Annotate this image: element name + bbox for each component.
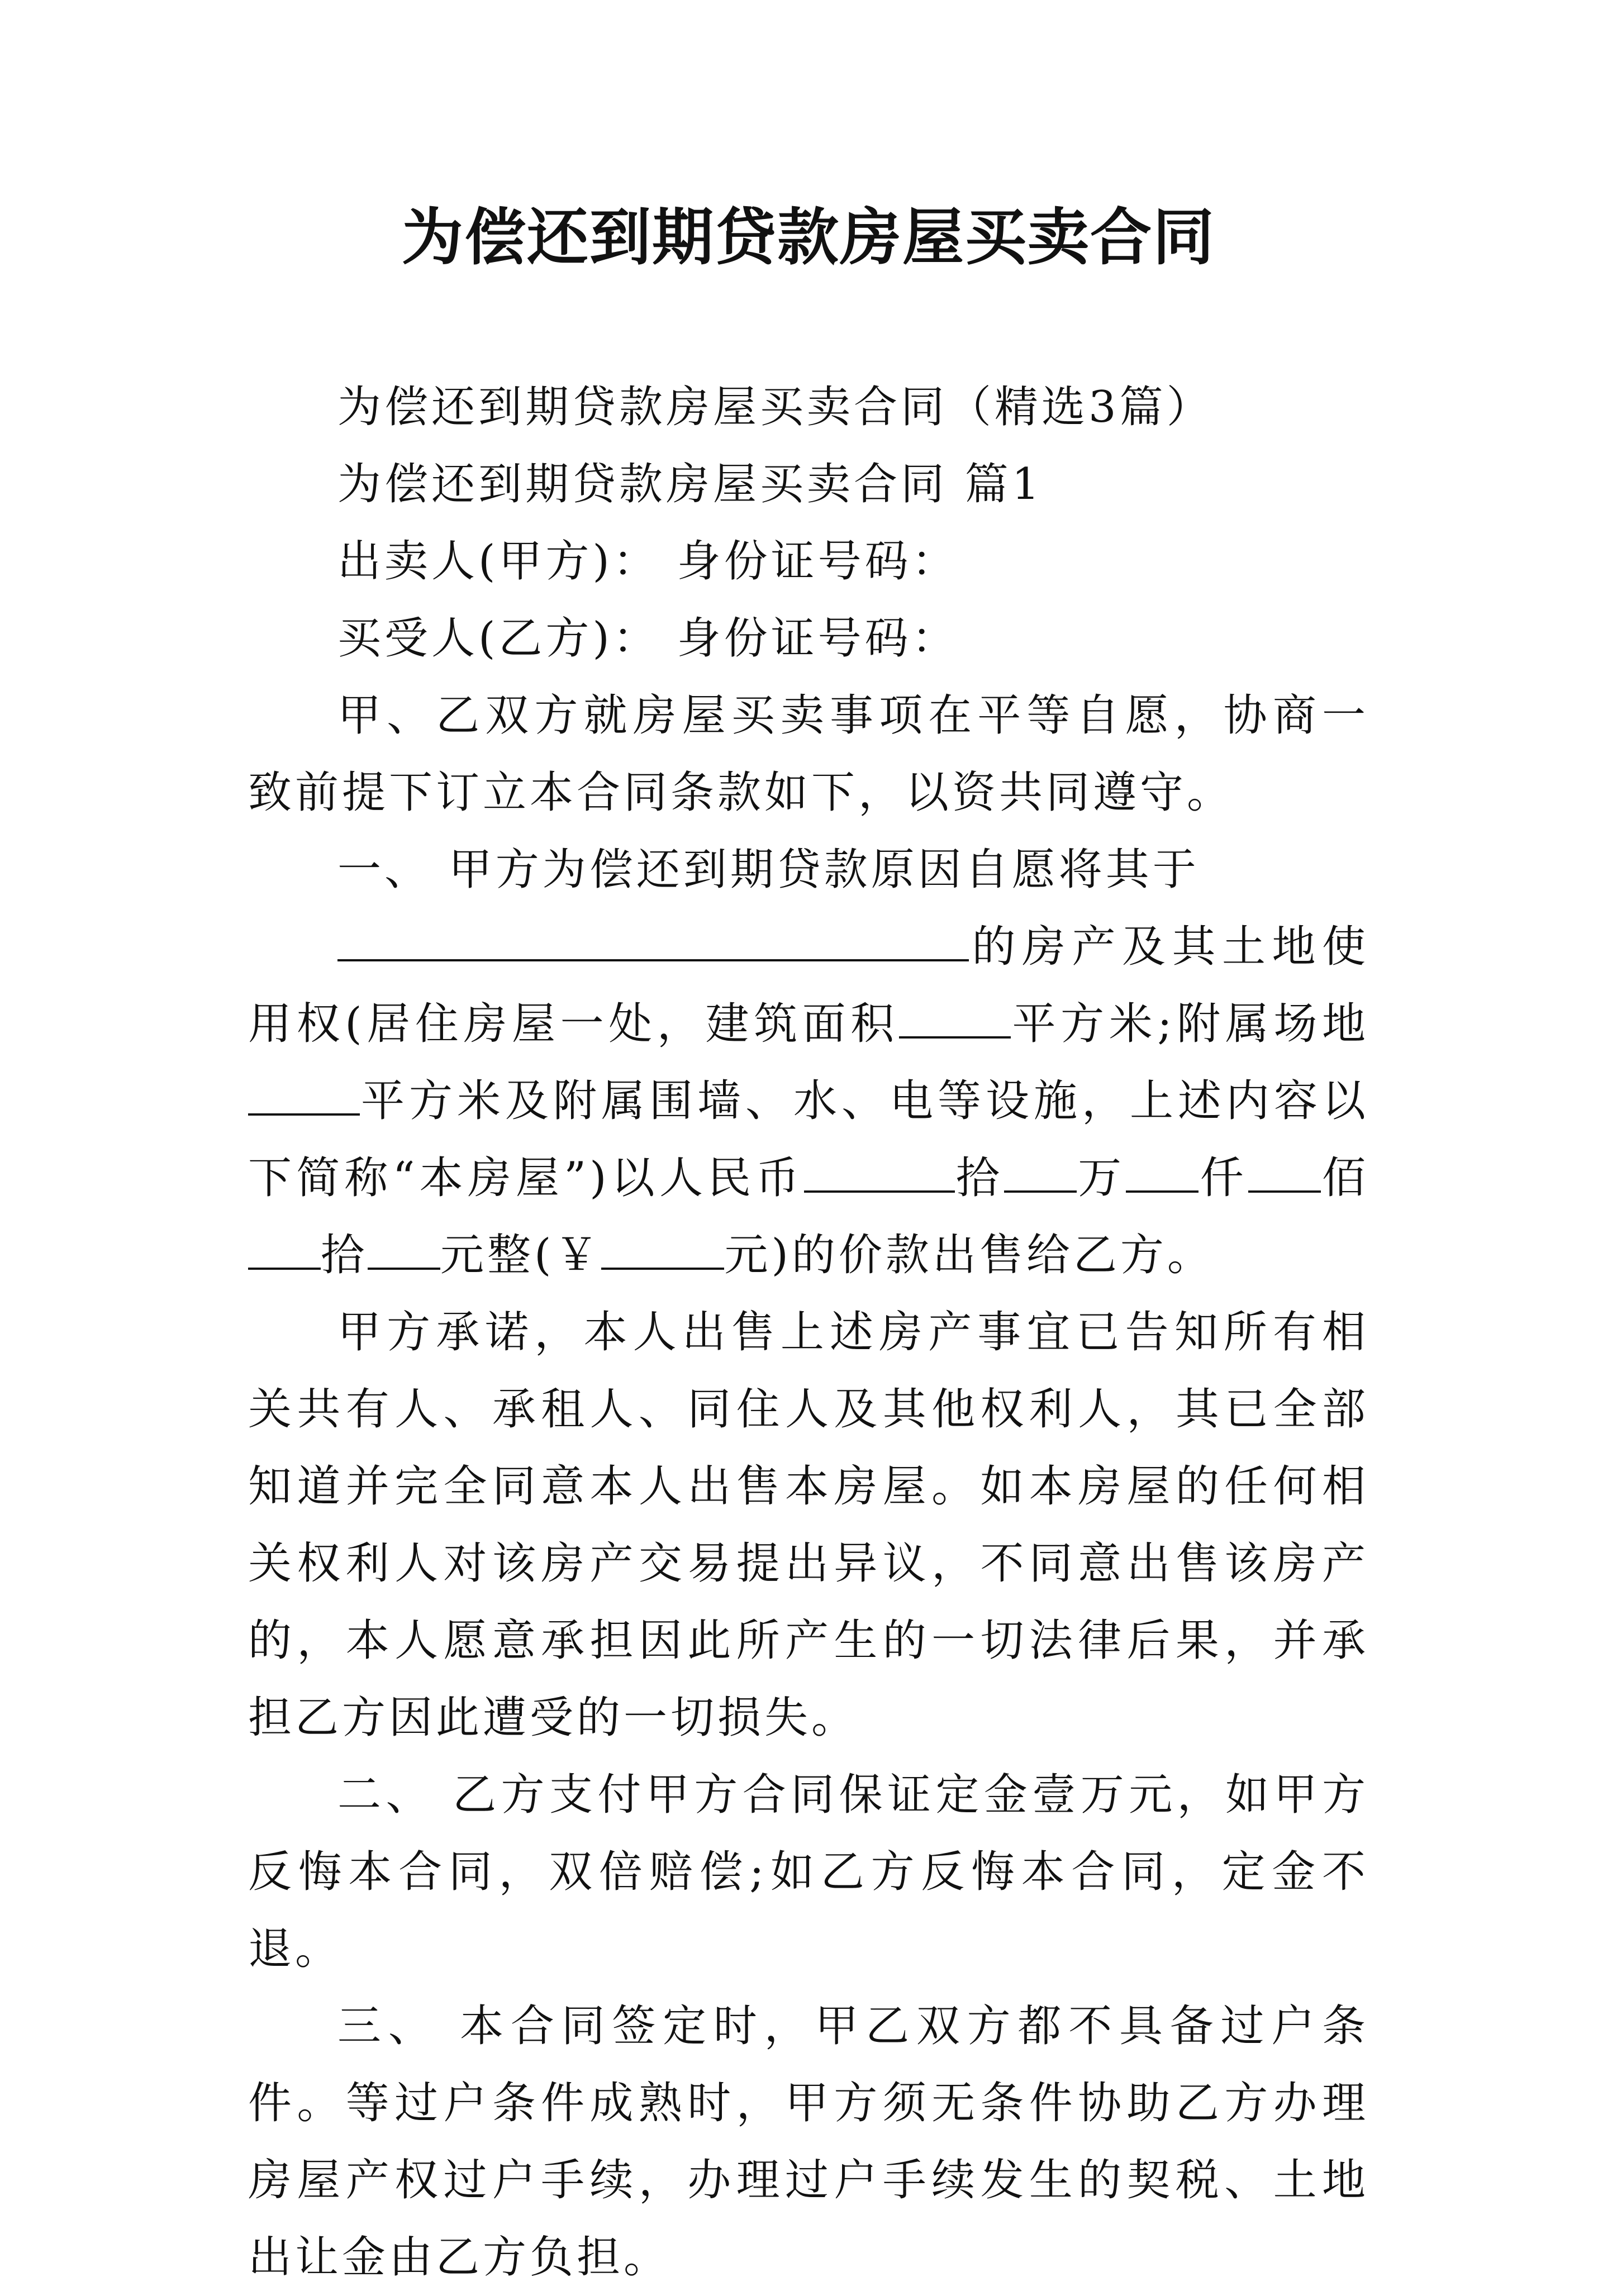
paragraph-seller: 出卖人(甲方)： 身份证号码： bbox=[337, 536, 959, 587]
text-property-land: 的房产及其土地使用权(居住房屋一处，建筑面积 bbox=[248, 922, 1369, 1049]
paragraph-section-title: 为偿还到期贷款房屋买卖合同 篇1 bbox=[337, 459, 1043, 509]
blank-attached-area-underline bbox=[248, 1069, 360, 1116]
paragraph-clause-3: 三、 本合同签定时，甲乙双方都不具备过户条件。等过户条件成熟时，甲方须无条件协助乙方办理房屋产权过户手续，办理过户手续发生的契税、土地出让金由乙方负担。 bbox=[248, 2001, 1369, 2283]
blank-price-ten-thousand-underline bbox=[1004, 1146, 1077, 1193]
text-unit-wan: 万 bbox=[1076, 1153, 1126, 1203]
paragraph-seller-promise: 甲方承诺，本人出售上述房产事宜已告知所有相关共有人、承租人、同住人及其他权利人，其已全部知道并完全同意本人出售本房屋。如本房屋的任何相关权利人对该房产交易提出异议，不同意出售该房产的，本人愿意承担因此所产生的一切法律后果，并承担乙方因此遭受的一切损失。 bbox=[248, 1307, 1369, 1743]
blank-price-hundred-underline bbox=[1248, 1146, 1321, 1193]
blank-address-underline bbox=[337, 914, 969, 961]
paragraph-clause-2: 二、 乙方支付甲方合同保证定金壹万元，如甲方反悔本合同，双倍赔偿;如乙方反悔本合同，定金不退。 bbox=[248, 1770, 1369, 1974]
text-unit-shi-2: 拾 bbox=[321, 1230, 368, 1280]
paragraph-clause-1-property bbox=[248, 908, 1369, 1294]
blank-price-figure-underline bbox=[601, 1223, 724, 1270]
paragraph-collection-title: 为偿还到期贷款房屋买卖合同（精选3篇） bbox=[337, 382, 1214, 432]
blank-price-ten-underline bbox=[248, 1223, 321, 1270]
blank-price-thousand-underline bbox=[1126, 1146, 1199, 1193]
text-sqm-attached-site: 平方米;附属场地 bbox=[1010, 999, 1369, 1049]
blank-price-hundred-thousand-underline bbox=[804, 1146, 955, 1193]
text-unit-shi-1: 拾 bbox=[954, 1153, 1004, 1203]
document-title: 为偿还到期贷款房屋买卖合同 bbox=[402, 201, 1215, 273]
paragraph-buyer: 买受人(乙方)： 身份证号码： bbox=[337, 613, 959, 664]
paragraph-preamble: 甲、乙双方就房屋买卖事项在平等自愿，协商一致前提下订立本合同条款如下，以资共同遵守。 bbox=[248, 690, 1369, 818]
document-body bbox=[248, 369, 1369, 2296]
text-unit-qian: 仟 bbox=[1199, 1153, 1248, 1203]
text-unit-bai: 佰 bbox=[1320, 1153, 1369, 1203]
text-facilities-price: 平方米及附属围墙、水、电等设施，上述内容以下简称“本房屋”)以人民币 bbox=[248, 1076, 1369, 1203]
blank-building-area-underline bbox=[899, 992, 1011, 1039]
text-sale-to-buyer: 元)的价款出售给乙方。 bbox=[724, 1230, 1214, 1280]
blank-price-yuan-underline bbox=[368, 1223, 440, 1270]
paragraph-clause-1-intro: 一、 甲方为偿还到期贷款原因自愿将其于 bbox=[337, 845, 1200, 895]
text-yuan-zheng: 元整(￥ bbox=[440, 1230, 602, 1280]
